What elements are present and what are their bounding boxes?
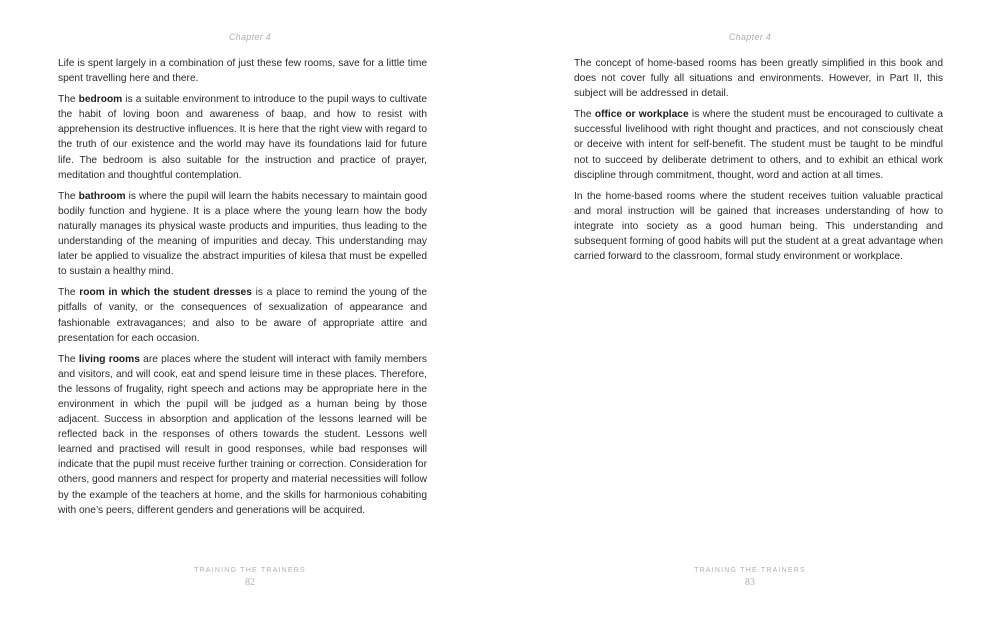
paragraph	[574, 56, 943, 101]
page-number: 82	[245, 577, 255, 588]
book-title: TRAINING THE TRAINERS	[194, 567, 306, 574]
paragraph-text: is where the pupil will learn the habits necessary to maintain good bodily function and hygiene. It is a place where the young learn how the body naturally manages its physical waste products and impurities, thus leading to the understanding of the meaning of impurities and decay. This understanding may later be applied to visualize the abstract impurities of kilesa that must be expelled to sustain a healthy mind.	[58, 190, 428, 278]
paragraph-lead: The	[574, 109, 595, 121]
paragraph-text: are places where the student will interact with family members and visitors, and will cook, eat and spend leisure time in these places. Therefore, the lessons of frugality, right speech and actions may be appropriate here in the environment in which the pupil will be judged as a human being by those adjacent. Success in absorption and application of the lessons learned will be reflected back in the responses of others towards the student. Lessons well learned and practised will result in good responses, while bad responses will indicate that the pupil must receive further training or correction. Consideration for others, good manners and respect for property and material necessities will follow by the example of the teachers at home, and the skills for harmonious cohabiting with one’s peers, different genders and generations will be acquired.	[58, 353, 427, 516]
term-bedroom: bedroom	[78, 94, 123, 106]
book-title: TRAINING THE TRAINERS	[694, 567, 806, 574]
paragraph	[58, 285, 427, 345]
body-text	[574, 56, 943, 270]
running-header: Chapter 4	[728, 32, 772, 42]
paragraph-text: In the home-based rooms where the student receives tuition valuable practical and moral instruction will be gained that increases understanding of how to integrate into society as a good human being. This understanding and subsequent forming of good habits will put the student at a great advantage when carried forward to the classroom, formal study environment or workplace.	[574, 190, 943, 263]
paragraph	[58, 92, 427, 183]
paragraph	[58, 352, 427, 518]
paragraph-text: Life is spent largely in a combination of just these few rooms, save for a little time spent travelling here and there.	[58, 58, 427, 85]
page-number: 83	[745, 577, 755, 588]
term-living-rooms: living rooms	[78, 353, 140, 365]
body-text	[58, 56, 427, 524]
paragraph-text: is a place to remind the young of the pitfalls of vanity, or the consequences of sexualization of appearance and fashionable extravagances; and also to be aware of appropriate attire and presentation for each occasion.	[58, 287, 427, 344]
running-footer	[500, 566, 1000, 590]
paragraph-lead: The	[58, 190, 79, 202]
paragraph	[574, 107, 943, 182]
paragraph	[574, 189, 943, 264]
paragraph-lead: The	[58, 287, 80, 299]
paragraph	[58, 56, 427, 86]
term-bathroom: bathroom	[78, 190, 126, 202]
paragraph-lead: The	[58, 353, 79, 365]
paragraph-text: is where the student must be encouraged to cultivate a successful livelihood with right thought and practices, and not consciously cheat or deceive with intent for self-benefit. The student must be taught to be mindful not to succeed by deliberate detriment to others, and to exhibit an ethical work discipline through commitment, thought, word and action at all times.	[574, 109, 943, 181]
paragraph-text: The concept of home-based rooms has been greatly simplified in this book and does not cover fully all situations and environments. However, in Part II, this subject will be addressed in detail.	[574, 58, 943, 100]
paragraph	[58, 189, 427, 280]
term-office-workplace: office or workplace	[594, 109, 689, 121]
term-dressing-room: room in which the student dresses	[79, 287, 252, 299]
paragraph-text: is a suitable environment to introduce to the pupil ways to cultivate the habit of loving boon and awareness of baap, and how to resist with apprehension its destructive influences. It is here that the right view with regard to the truth of our existence and the world may have its foundations laid for future life. The bedroom is also suitable for the instruction and practice of prayer, meditation and thoughtful contemplation.	[58, 94, 427, 181]
paragraph-lead: The	[58, 94, 79, 106]
running-header: Chapter 4	[228, 32, 272, 42]
right-page	[500, 0, 1000, 618]
running-footer	[0, 566, 500, 590]
